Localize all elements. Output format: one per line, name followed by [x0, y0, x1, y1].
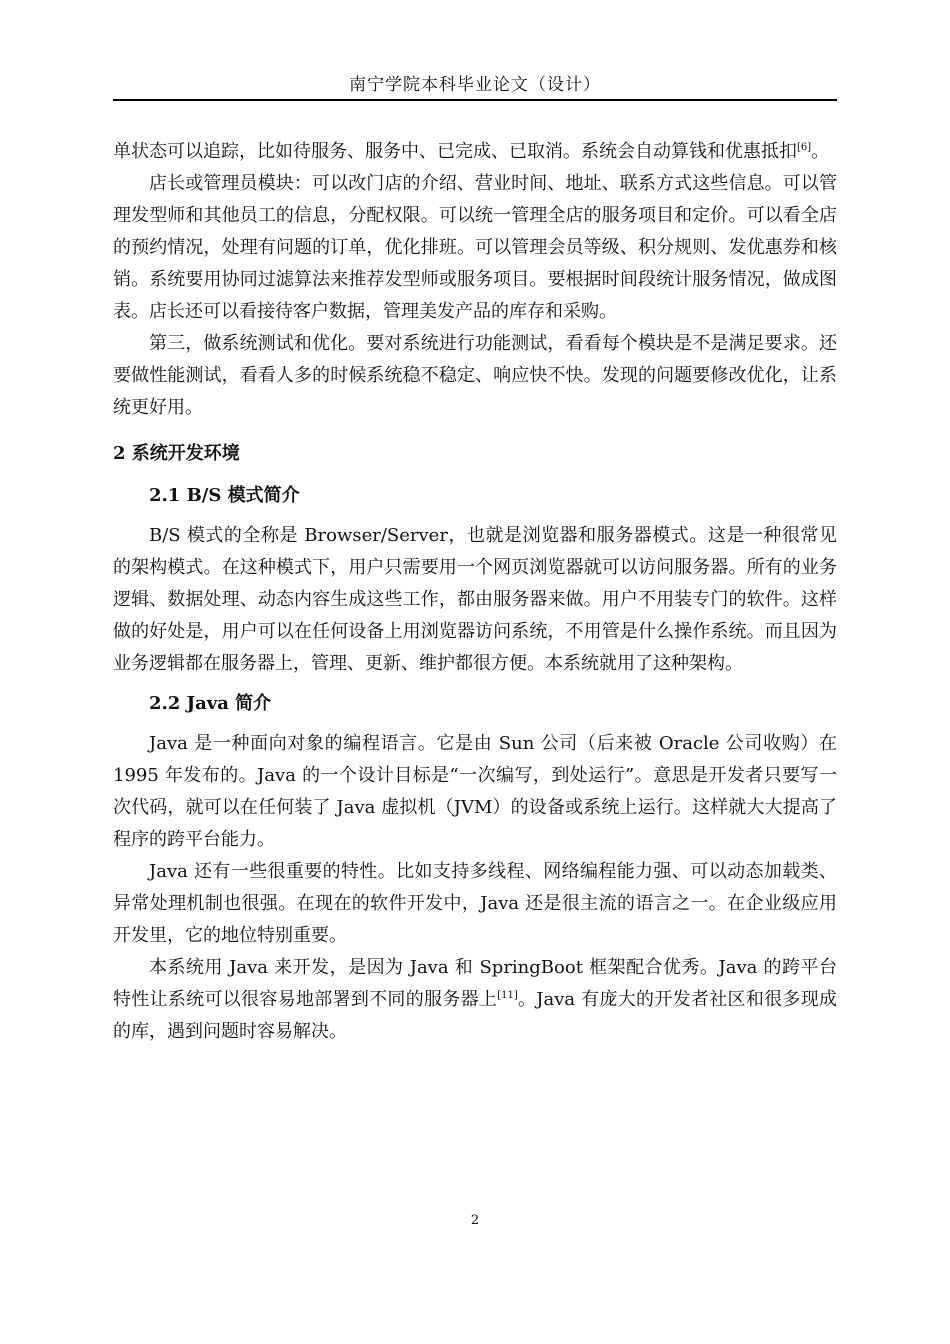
- paragraph-testing: 第三，做系统测试和优化。要对系统进行功能测试，看看每个模块是不是满足要求。还要做性能测试，看看人多的时候系统稳不稳定、响应快不快。发现的问题要修改优化，让系统更好用。: [113, 333, 837, 418]
- paragraph-tail: 。Java 有庞大的开发者社区和很多现成的库，遇到问题时容易解决。: [113, 989, 837, 1042]
- citation: [6]: [797, 142, 812, 153]
- header-rule: [113, 99, 837, 101]
- paragraph-continuation: [113, 136, 837, 168]
- running-header: 南宁学院本科毕业论文（设计）: [349, 75, 601, 95]
- paragraph-text: 本系统用 Java 来开发，是因为 Java 和 SpringBoot 框架配合优秀。Java 的跨平台特性让系统可以很容易地部署到不同的服务器上: [113, 957, 837, 1010]
- subsection-heading-2-2: 2.2 Java 简介: [149, 693, 272, 714]
- subsection-heading-2-1: 2.1 B/S 模式简介: [149, 485, 300, 506]
- paragraph-java-intro: Java 是一种面向对象的编程语言。它是由 Sun 公司（后来被 Oracle 公司收购）在 1995 年发布的。Java 的一个设计目标是“一次编写，到处运行”。意思是开发者只要写一次代码，就可以在任何装了 Java 虚拟机（JVM）的设备或系统上运行。这样就大大提高了程序的跨平台能力。: [113, 733, 837, 850]
- paragraph-manager-module: 店长或管理员模块：可以改门店的介绍、营业时间、地址、联系方式这些信息。可以管理发型师和其他员工的信息，分配权限。可以统一管理全店的服务项目和定价。可以看全店的预约情况，处理有问题的订单，优化排班。可以管理会员等级、积分规则、发优惠券和核销。系统要用协同过滤算法来推荐发型师或服务项目。要根据时间段统计服务情况，做成图表。店长还可以看接待客户数据，管理美发产品的库存和采购。: [113, 173, 837, 322]
- paragraph-tail: 。: [811, 141, 830, 162]
- body-text: [113, 136, 837, 1048]
- paragraph-java-usage: [113, 952, 837, 1048]
- section-heading-2: 2 系统开发环境: [113, 443, 240, 464]
- paragraph-text: 单状态可以追踪，比如待服务、服务中、已完成、已取消。系统会自动算钱和优惠抵扣: [113, 141, 797, 162]
- citation: [11]: [497, 990, 518, 1001]
- page-number: 2: [470, 1213, 480, 1228]
- paragraph-bs-mode: B/S 模式的全称是 Browser/Server，也就是浏览器和服务器模式。这是一种很常见的架构模式。在这种模式下，用户只需要用一个网页浏览器就可以访问服务器。所有的业务逻辑、数据处理、动态内容生成这些工作，都由服务器来做。用户不用装专门的软件。这样做的好处是，用户可以在任何设备上用浏览器访问系统，不用管是什么操作系统。而且因为业务逻辑都在服务器上，管理、更新、维护都很方便。本系统就用了这种架构。: [113, 525, 837, 674]
- paragraph-java-features: Java 还有一些很重要的特性。比如支持多线程、网络编程能力强、可以动态加载类、异常处理机制也很强。在现在的软件开发中，Java 还是很主流的语言之一。在企业级应用开发里，它的地位特别重要。: [113, 861, 837, 946]
